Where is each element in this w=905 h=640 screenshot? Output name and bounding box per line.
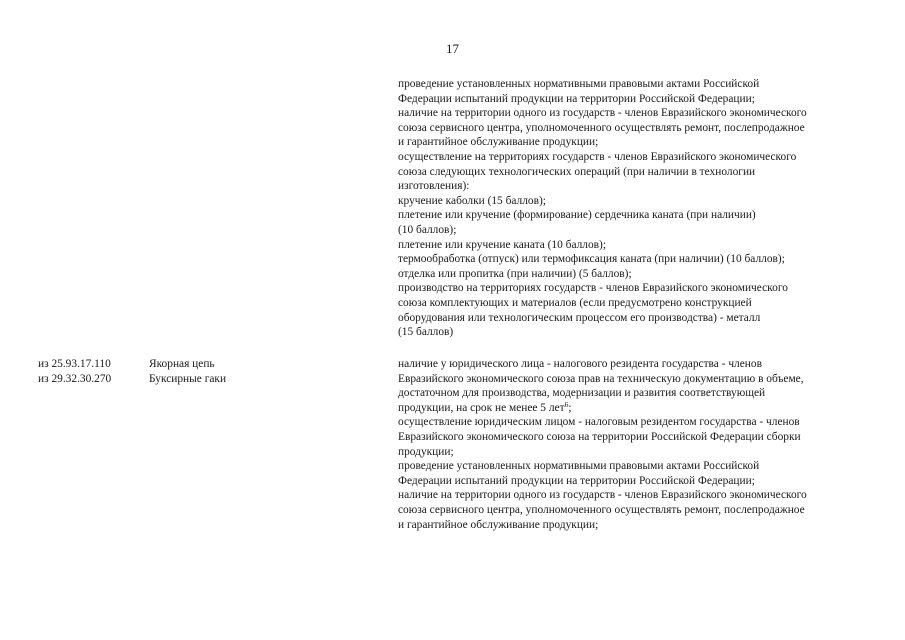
text-line: Федерации испытаний продукции на территории Российской Федерации;	[398, 474, 755, 487]
text-line: кручение каболки (15 баллов);	[398, 194, 546, 207]
text-line: плетение или кручение (формирование) сердечника каната (при наличии)	[398, 209, 756, 222]
text-line: (15 баллов)	[398, 326, 454, 339]
text-line: наличие на территории одного из государств - членов Евразийского экономического	[398, 489, 807, 502]
text-line: проведение установленных нормативными правовыми актами Российской	[398, 460, 760, 473]
text-line: союза следующих технологических операций (при наличии в технологии	[398, 165, 756, 178]
product-name: Буксирные гаки	[149, 372, 227, 385]
text-line: и гарантийное обслуживание продукции;	[398, 136, 599, 149]
line-text: продукции, на срок не менее 5 лет	[398, 401, 565, 414]
text-line-with-footnote	[398, 401, 878, 416]
text-line: изготовления):	[398, 180, 470, 193]
text-line: продукции;	[398, 445, 454, 458]
text-line: осуществление на территориях государств - членов Евразийского экономического	[398, 150, 797, 163]
footnote-marker: 6	[564, 399, 569, 409]
text-line: и гарантийное обслуживание продукции;	[398, 518, 599, 531]
text-line: союза сервисного центра, уполномоченного осуществлять ремонт, послепродажное	[398, 121, 805, 134]
product-codes	[38, 357, 111, 386]
text-line: отделка или пропитка (при наличии) (5 баллов);	[398, 267, 632, 280]
product-names	[149, 357, 226, 386]
text-line: термообработка (отпуск) или термофиксация каната (при наличии) (10 баллов);	[398, 253, 785, 266]
text-line: Евразийского экономического союза на территории Российской Федерации сборки	[398, 430, 801, 443]
product-code: из 29.32.30.270	[38, 372, 112, 385]
text-line: осуществление юридическим лицом - налоговым резидентом государства - членов	[398, 416, 800, 429]
text-line: союза сервисного центра, уполномоченного осуществлять ремонт, послепродажное	[398, 503, 805, 516]
text-line: Федерации испытаний продукции на территории Российской Федерации;	[398, 92, 755, 105]
text-line: наличие на территории одного из государств - членов Евразийского экономического	[398, 107, 807, 120]
text-line: Евразийского экономического союза прав на техническую документацию в объеме,	[398, 372, 804, 385]
line-end: ;	[568, 401, 572, 414]
product-code: из 25.93.17.110	[38, 358, 111, 370]
text-line: союза комплектующих и материалов (если предусмотрено конструкцией	[398, 296, 752, 309]
requirements-continued	[398, 77, 878, 340]
text-line: (10 баллов);	[398, 223, 457, 236]
product-name: Якорная цепь	[149, 358, 215, 370]
requirements	[398, 357, 878, 532]
text-line: плетение или кручение каната (10 баллов);	[398, 238, 607, 251]
text-line: наличие у юридического лица - налогового резидента государства - членов	[398, 358, 762, 370]
text-line: производство на территориях государств - членов Евразийского экономического	[398, 282, 788, 295]
text-line: оборудования или технологическим процессом его производства) - металл	[398, 311, 761, 324]
page-number: 17	[446, 41, 459, 56]
text-line: проведение установленных нормативными правовыми актами Российской	[398, 78, 760, 90]
text-line: достаточном для производства, модернизации и развития соответствующей	[398, 387, 766, 400]
